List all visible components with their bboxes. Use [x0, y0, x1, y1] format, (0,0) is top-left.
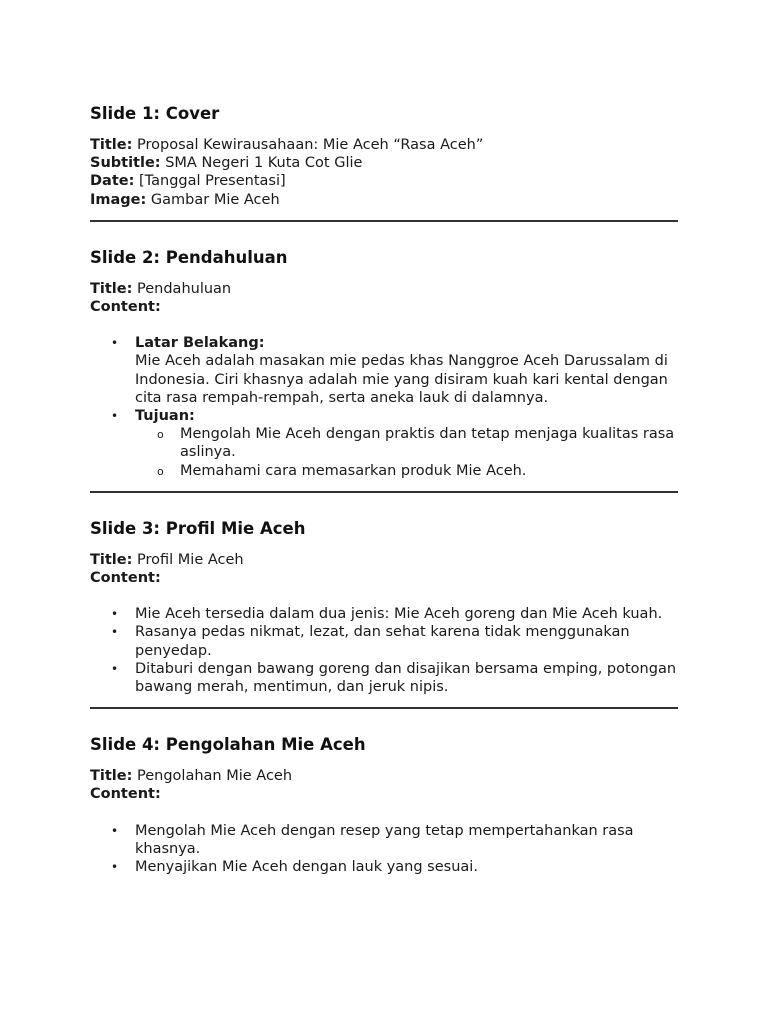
list-item: • Tujuan: o Mengolah Mie Aceh dengan praktis dan tetap menjaga kualitas rasa aslinya. o Memahami cara memasarkan produk Mie Aceh. [90, 407, 678, 480]
slide-heading: Slide 2: Pendahuluan [90, 247, 288, 267]
bullet-icon: • [111, 607, 119, 622]
bullet-icon: • [111, 409, 119, 424]
bullet-icon: • [111, 661, 119, 676]
slide-2-section [90, 248, 678, 480]
meta-line-subtitle: Subtitle: SMA Negeri 1 Kuta Cot Glie [90, 155, 363, 172]
meta-line-image: Image: Gambar Mie Aceh [90, 191, 280, 208]
meta-line-content: Content: [90, 299, 161, 316]
list-item: • Rasanya pedas nikmat, lezat, dan sehat karena tidak menggunakan penyedap. [111, 624, 630, 659]
bullet-icon: • [111, 625, 119, 640]
sub-bullet-list [90, 425, 678, 480]
meta-line-content: Content: [90, 570, 161, 587]
meta-line-title: Title: Pendahuluan [90, 280, 232, 297]
slide-1-section [90, 104, 678, 209]
slide-heading: Slide 4: Pengolahan Mie Aceh [90, 735, 366, 755]
slide-4-section [90, 735, 678, 876]
meta-line-content: Content: [90, 786, 161, 803]
list-item: • Mie Aceh tersedia dalam dua jenis: Mie Aceh goreng dan Mie Aceh kuah. [111, 606, 663, 623]
bullet-icon: • [111, 860, 119, 875]
bullet-list [90, 822, 678, 877]
circle-bullet-icon: o [157, 428, 164, 442]
list-item: • Ditaburi dengan bawang goreng dan disajikan bersama emping, potongan bawang merah, mentimun, dan jeruk nipis. [111, 660, 677, 696]
divider [90, 491, 678, 493]
document-page [90, 104, 678, 876]
divider [90, 220, 678, 222]
bullet-icon: • [111, 823, 119, 838]
meta-line-title: Title: Profil Mie Aceh [90, 551, 244, 568]
slide-heading: Slide 1: Cover [90, 104, 220, 123]
bullet-list [90, 605, 678, 696]
sub-list-item: o Memahami cara memasarkan produk Mie Aceh. [90, 462, 678, 480]
sub-list-item: o Mengolah Mie Aceh dengan praktis dan tetap menjaga kualitas rasa aslinya. [157, 426, 675, 461]
bullet-icon: • [111, 336, 119, 351]
divider [90, 707, 678, 709]
bullet-list [90, 334, 678, 480]
meta-line-date: Date: [Tanggal Presentasi] [90, 173, 286, 190]
meta-line-title: Title: Proposal Kewirausahaan: Mie Aceh “Rasa Aceh” [90, 137, 484, 153]
list-item: • Mengolah Mie Aceh dengan resep yang tetap mempertahankan rasa khasnya. [111, 822, 634, 857]
slide-3-section [90, 519, 678, 696]
circle-bullet-icon: o [157, 464, 164, 478]
meta-line-title: Title: Pengolahan Mie Aceh [90, 768, 293, 785]
list-item: • Latar Belakang: Mie Aceh adalah masakan mie pedas khas Nanggroe Aceh Darussalam di Indonesia. Ciri khasnya adalah mie yang disiram kuah kari kental dengan cita rasa rempah-rempah, serta aneka lauk di dalamnya. [111, 335, 668, 406]
list-item: • Menyajikan Mie Aceh dengan lauk yang sesuai. [111, 859, 478, 876]
slide-heading: Slide 3: Profil Mie Aceh [90, 518, 306, 538]
